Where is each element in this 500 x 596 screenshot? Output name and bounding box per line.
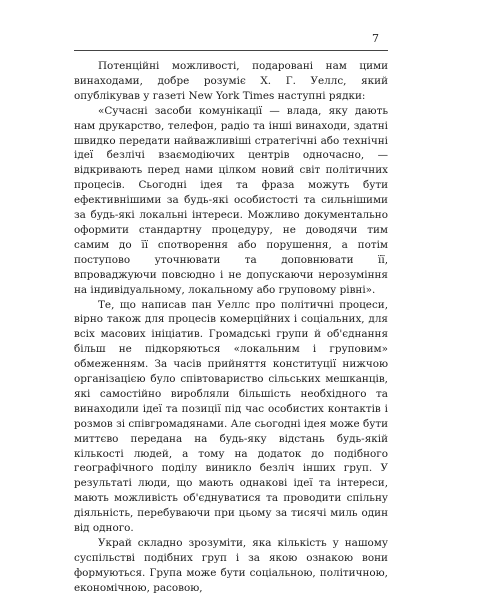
page-number: 7 (372, 32, 379, 45)
paragraph-final: Украй складно зрозуміти, яка кількість у нашому суспільстві подібних груп і за якою ознакою вони формуються. Група може бути соціальною, політичною, економічною, расовою, (74, 537, 388, 594)
paragraph-intro: Потенційні можливості, подаровані нам цими винаходами, добре розуміє Х. Г. Уеллс, який опублікував у газеті New York Times наступні рядки: (74, 60, 388, 102)
paragraph-quote: «Сучасні засоби комунікації — влада, яку дають нам друкарство, телефон, радіо та інші винаходи, здатні швидко передати найважливіші стратегічні або технічні ідеї безлічі взаємодіючих центрів одночасно, — відкривають перед нами цілком новий світ політичних процесів. Сьогодні ідея та фраза можуть бути ефективнішими за будь-які особистості та сильнішими за будь-які локальні інтереси. Можливо документально оформити стандартну процедуру, не доводячи тим самим до її спотворення або порушення, а потім поступово уточнювати та доповнювати її, впроваджуючи повсюдно і не допускаючи нерозуміння на індивідуальному, локальному або груповому рівні». (74, 104, 388, 296)
paragraph-main: Те, що написав пан Уеллс про політичні процеси, вірно також для процесів комерційних і соціальних, для всіх масових ініціатив. Громадські групи й об'єднання більш не підкоряються «локальним і груповим» обмеженням. За часів прийняття конституції нижчою організацією було співтовариство сільських мешканців, які самостійно виробляли більшість необхідного та винаходили ідеї та позиції під час особистих контактів і розмов зі співгромадянами. Але сьогодні ідея може бути миттєво передана на будь-яку відстань будь-якій кількості людей, а тому на додаток до подібного географічного поділу виникло безліч інших груп. У результаті люди, що мають однакові ідеї та інтереси, мають можливість об'єднуватися та проводити спільну діяльність, перебуваючи при цьому за тисячі миль один від одного. (74, 298, 389, 535)
header-rule (74, 50, 388, 51)
body-text (74, 59, 388, 596)
